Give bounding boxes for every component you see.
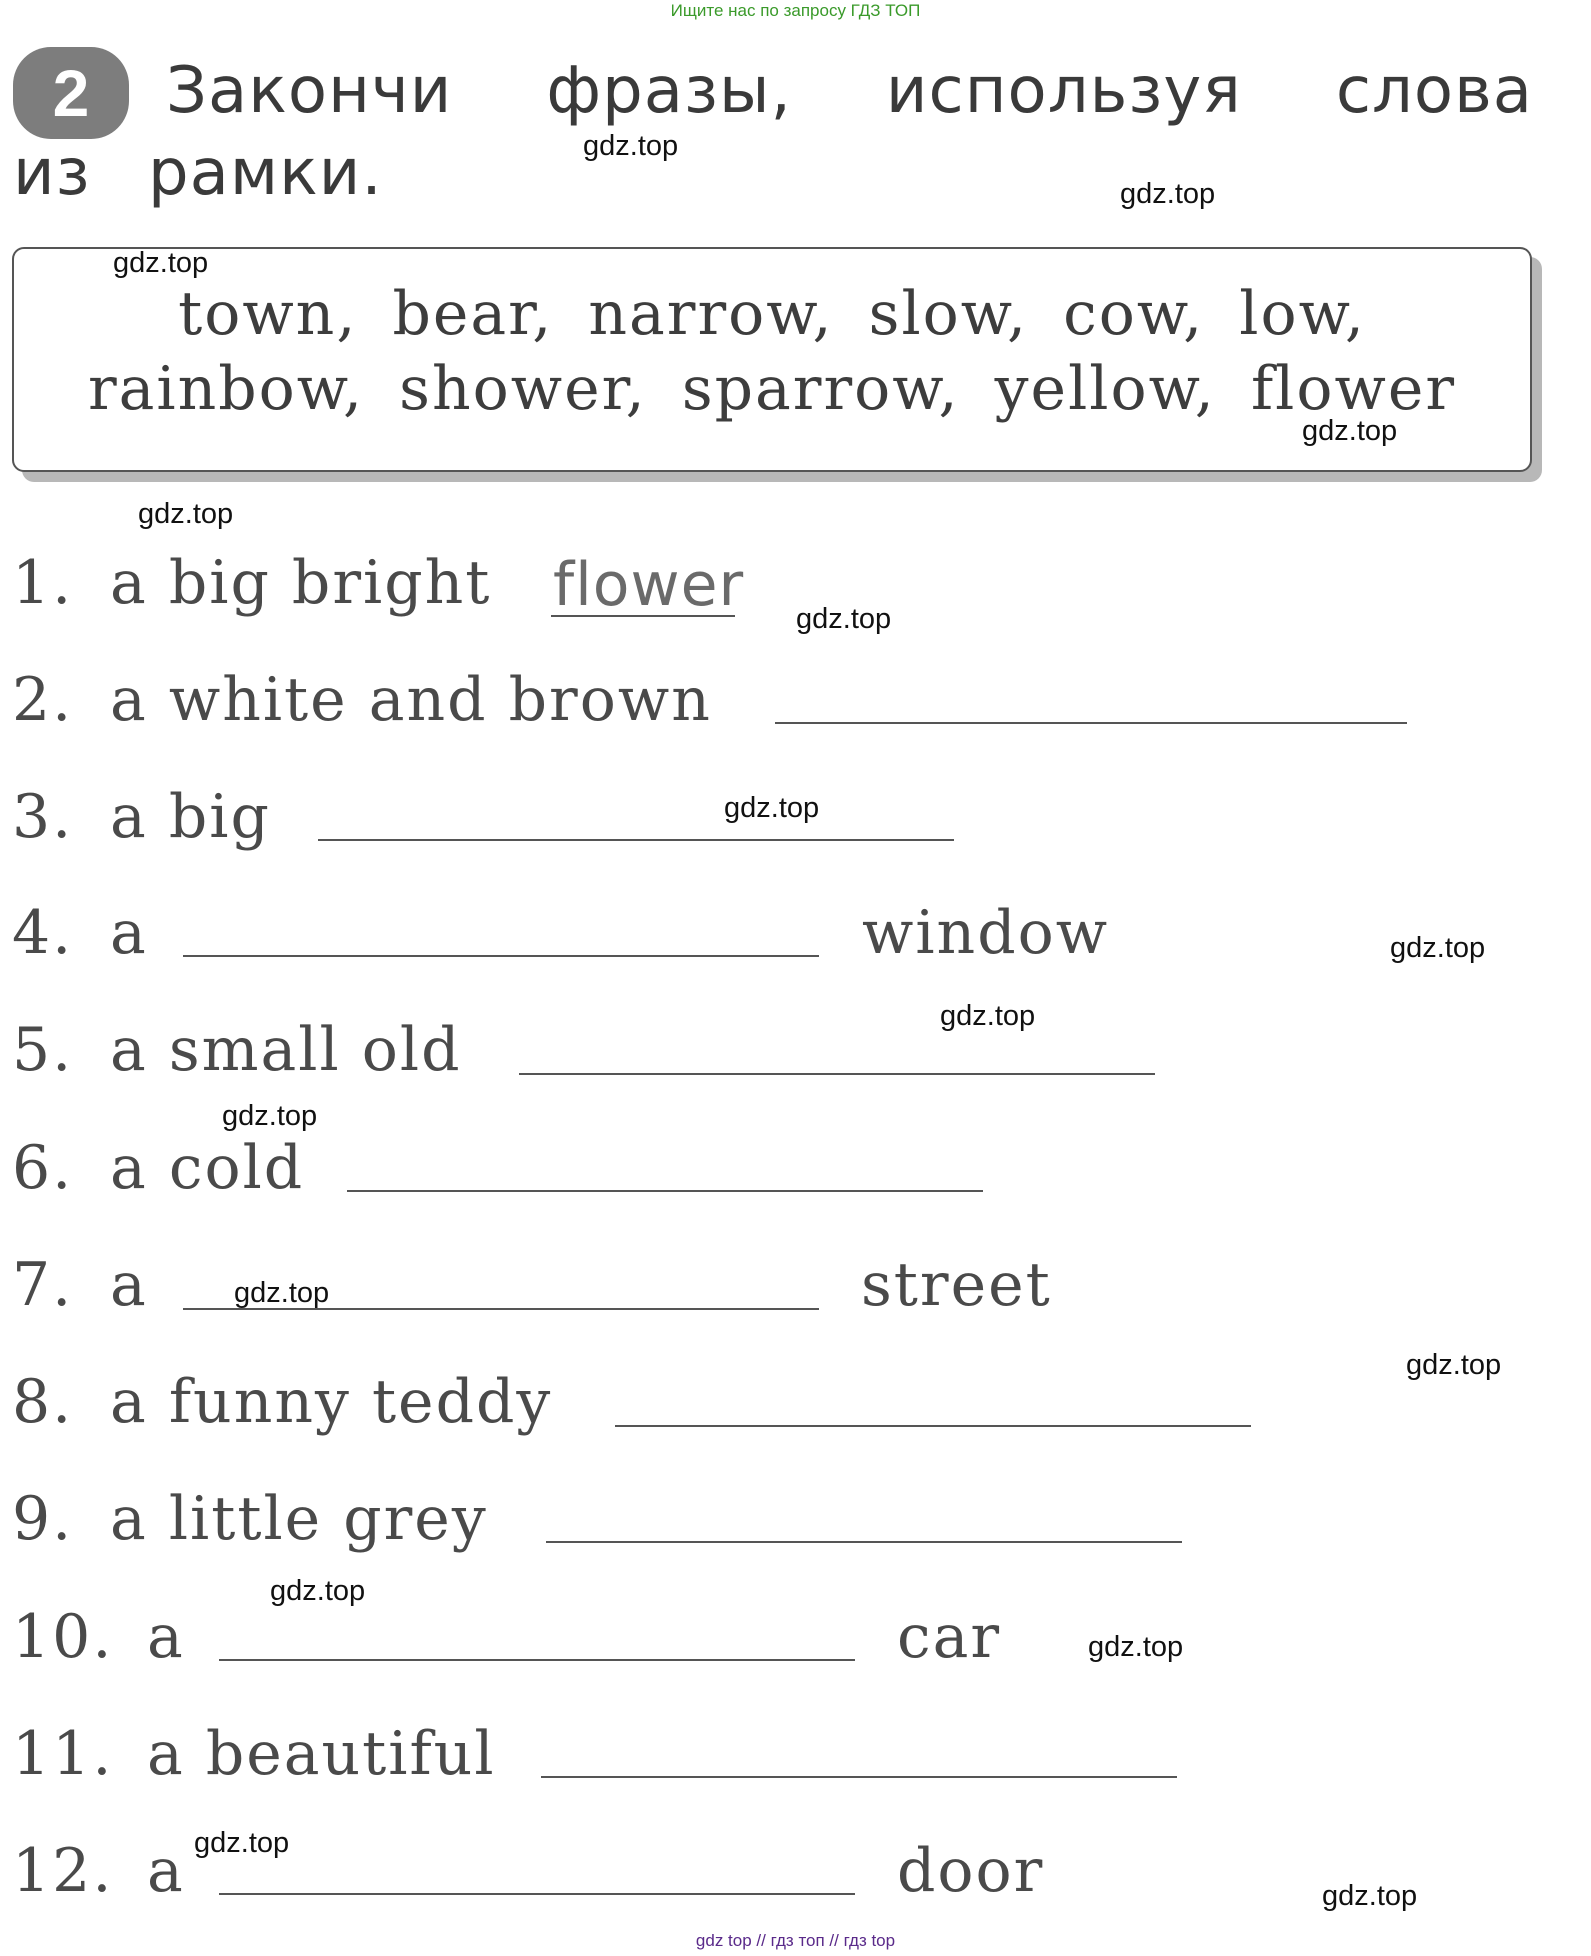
watermark: gdz.top xyxy=(796,603,892,635)
item-noun: window xyxy=(862,898,1110,968)
watermark: gdz.top xyxy=(138,498,234,530)
watermark: gdz.top xyxy=(1406,1349,1502,1381)
watermark: gdz.top xyxy=(234,1277,330,1309)
item-number: 11. xyxy=(12,1719,114,1789)
watermark: gdz.top xyxy=(1088,1631,1184,1663)
watermark: gdz.top xyxy=(270,1575,366,1607)
item-number: 6. xyxy=(12,1133,74,1203)
watermark: gdz.top xyxy=(222,1100,318,1132)
answer-line-11[interactable] xyxy=(541,1776,1177,1778)
item-prompt: a big xyxy=(110,782,271,852)
task-instruction: Закончи фразы, используя слова из рамки. xyxy=(13,54,1533,210)
answer-line-6[interactable] xyxy=(347,1190,983,1192)
item-number: 3. xyxy=(12,782,74,852)
item-prompt: a beautiful xyxy=(147,1719,496,1789)
item-number: 2. xyxy=(12,665,74,735)
watermark: gdz.top xyxy=(1322,1880,1418,1912)
answer-line-5[interactable] xyxy=(519,1073,1155,1075)
task-number-badge: 2 xyxy=(13,47,129,139)
answer-line-12[interactable] xyxy=(219,1893,855,1895)
item-number: 9. xyxy=(12,1484,74,1554)
answer-line-4[interactable] xyxy=(183,955,819,957)
item-number: 5. xyxy=(12,1015,74,1085)
handwritten-answer: flower xyxy=(553,550,745,620)
item-number: 4. xyxy=(12,898,74,968)
item-noun: car xyxy=(897,1602,1002,1672)
item-prompt: a funny teddy xyxy=(110,1367,553,1437)
watermark: gdz.top xyxy=(1390,932,1486,964)
item-prompt: a little grey xyxy=(110,1484,488,1554)
top-banner[interactable]: Ищите нас по запросу ГДЗ ТОП xyxy=(670,1,921,20)
item-prompt: a small old xyxy=(110,1015,462,1085)
watermark: gdz.top xyxy=(194,1827,290,1859)
item-number: 8. xyxy=(12,1367,74,1437)
item-noun: street xyxy=(861,1250,1052,1320)
answer-line-10[interactable] xyxy=(219,1659,855,1661)
answer-line-2[interactable] xyxy=(775,722,1407,724)
watermark: gdz.top xyxy=(724,792,820,824)
item-noun: door xyxy=(897,1836,1045,1906)
item-number: 10. xyxy=(12,1602,114,1672)
item-prompt: a xyxy=(147,1602,185,1672)
bottom-banner[interactable]: gdz top // гдз топ // гдз top xyxy=(695,1931,896,1950)
item-prompt: a xyxy=(110,898,148,968)
item-prompt: a big bright xyxy=(110,548,492,618)
watermark: gdz.top xyxy=(1120,178,1216,210)
watermark: gdz.top xyxy=(583,130,679,162)
word-box-line-2: rainbow, shower, sparrow, yellow, flower xyxy=(87,354,1457,424)
item-number: 12. xyxy=(12,1836,114,1906)
word-box-line-1: town, bear, narrow, slow, cow, low, xyxy=(178,279,1366,349)
watermark: gdz.top xyxy=(940,1000,1036,1032)
watermark: gdz.top xyxy=(1302,415,1398,447)
answer-line-3[interactable] xyxy=(318,839,954,841)
item-number: 1. xyxy=(12,548,74,618)
item-prompt: a white and brown xyxy=(110,665,712,735)
watermark: gdz.top xyxy=(113,247,209,279)
answer-line-9[interactable] xyxy=(546,1541,1182,1543)
answer-line-8[interactable] xyxy=(615,1425,1251,1427)
item-prompt: a cold xyxy=(110,1133,305,1203)
item-prompt: a xyxy=(110,1250,148,1320)
answer-line-1[interactable] xyxy=(551,615,735,617)
item-number: 7. xyxy=(12,1250,74,1320)
item-prompt: a xyxy=(147,1836,185,1906)
